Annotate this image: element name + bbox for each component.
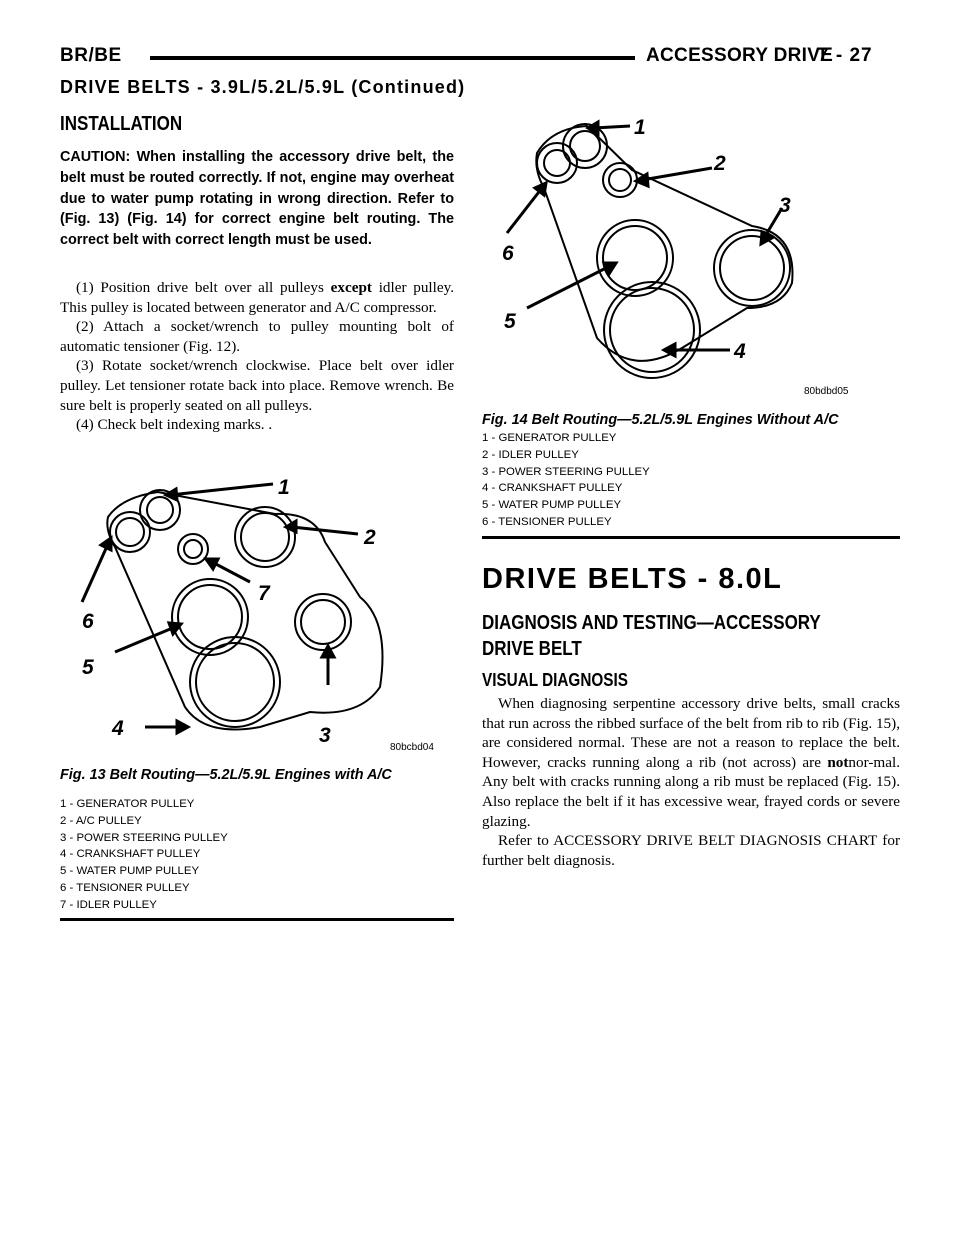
fig13-legend-item: 7 - IDLER PULLEY — [60, 898, 157, 911]
fig13-caption: Fig. 13 Belt Routing—5.2L/5.9L Engines with A/C — [60, 767, 392, 783]
fig14-callout-2: 2 — [714, 152, 726, 175]
fig14-legend — [482, 430, 650, 531]
visual-diagnosis-paragraph: When diagnosing serpentine accessory drive belts, small cracks that run across the ribbed surface of the belt from rib to rib (Fig. 15), are considered normal. These are not a reason to replace the belt. However, cracks running along a rib (not across) are notnor-mal. Any belt with cracks running along a rib must be replaced (Fig. 15). Also replace the belt if it has excessive wear, frayed cords or severe glazing. — [482, 695, 900, 830]
fig13-callout-6: 6 — [82, 610, 94, 633]
fig14-caption: Fig. 14 Belt Routing—5.2L/5.9L Engines Without A/C — [482, 412, 839, 428]
continued-heading: DRIVE BELTS - 3.9L/5.2L/5.9L (Continued) — [60, 77, 466, 97]
page-number: 7 - 27 — [818, 45, 873, 66]
fig13-legend — [60, 796, 228, 914]
installation-heading: INSTALLATION — [60, 113, 183, 135]
fig13-callout-5: 5 — [82, 656, 94, 679]
fig14-legend-item: 5 - WATER PUMP PULLEY — [482, 499, 622, 512]
fig14-legend-item: 6 - TENSIONER PULLEY — [482, 515, 612, 528]
installation-steps — [60, 278, 454, 435]
visual-diagnosis-text — [482, 694, 900, 870]
fig13-legend-item: 2 - A/C PULLEY — [60, 814, 142, 827]
fig13-callout-4: 4 — [112, 717, 124, 740]
fig14-callout-5: 5 — [504, 310, 516, 333]
fig14-callout-3: 3 — [779, 194, 791, 217]
fig14-bottom-rule — [482, 536, 900, 539]
fig14-legend-item: 3 - POWER STEERING PULLEY — [482, 465, 650, 478]
fig14-callout-1: 1 — [634, 116, 646, 139]
diagnosis-testing-heading: DIAGNOSIS AND TESTING—ACCESSORY DRIVE BELT — [482, 612, 821, 660]
visual-diagnosis-heading: VISUAL DIAGNOSIS — [482, 670, 628, 690]
fig13-callout-3: 3 — [319, 724, 331, 747]
caution-paragraph: CAUTION: When installing the accessory drive belt, the belt must be routed correctly. If not, engine may overheat due to water pump rotating in wrong direction. Refer to (Fig. 13) (Fig. 14) for correct engine belt routing. The correct belt with correct length must be used. — [60, 149, 454, 249]
drive-belts-8l-heading: DRIVE BELTS - 8.0L — [482, 563, 783, 595]
fig13-callout-2: 2 — [364, 526, 376, 549]
fig13-legend-item: 6 - TENSIONER PULLEY — [60, 881, 190, 894]
fig13-legend-item: 4 - CRANKSHAFT PULLEY — [60, 848, 201, 861]
fig13-belt-routing-drawing — [60, 472, 454, 758]
fig14-image-code: 80bdbd05 — [804, 386, 849, 397]
fig13-legend-item: 3 - POWER STEERING PULLEY — [60, 831, 228, 844]
running-header-section: ACCESSORY DRIVE — [646, 45, 834, 66]
fig14-legend-item: 2 - IDLER PULLEY — [482, 448, 579, 461]
diagnosis-chart-reference: Refer to ACCESSORY DRIVE BELT DIAGNOSIS CHART for further belt diagnosis. — [482, 832, 900, 869]
fig14-belt-routing-drawing — [482, 108, 900, 398]
fig13-legend-item: 5 - WATER PUMP PULLEY — [60, 865, 200, 878]
fig14-callout-4: 4 — [734, 340, 746, 363]
fig14-legend-item: 4 - CRANKSHAFT PULLEY — [482, 482, 623, 495]
fig14-callout-6: 6 — [502, 242, 514, 265]
running-header-model: BR/BE — [60, 45, 122, 66]
fig13-legend-item: 1 - GENERATOR PULLEY — [60, 798, 195, 810]
step-2: (2) Attach a socket/wrench to pulley mounting bolt of automatic tensioner (Fig. 12). — [60, 318, 454, 355]
fig13-callout-7: 7 — [258, 582, 270, 605]
header-rule — [150, 56, 635, 60]
fig13-image-code: 80bcbd04 — [390, 742, 434, 753]
fig13-bottom-rule — [60, 918, 454, 921]
step-3: (3) Rotate socket/wrench clockwise. Place belt over idler pulley. Let tensioner rotate back into place. Remove wrench. Be sure belt is properly seated on all pulleys. — [60, 357, 454, 414]
step-1: (1) Position drive belt over all pulleys except idler pulley. This pulley is located between generator and A/C compressor. — [60, 279, 455, 316]
fig13-callout-1: 1 — [278, 476, 290, 499]
step-4: (4) Check belt indexing marks. . — [76, 416, 273, 434]
fig14-legend-item: 1 - GENERATOR PULLEY — [482, 432, 617, 444]
